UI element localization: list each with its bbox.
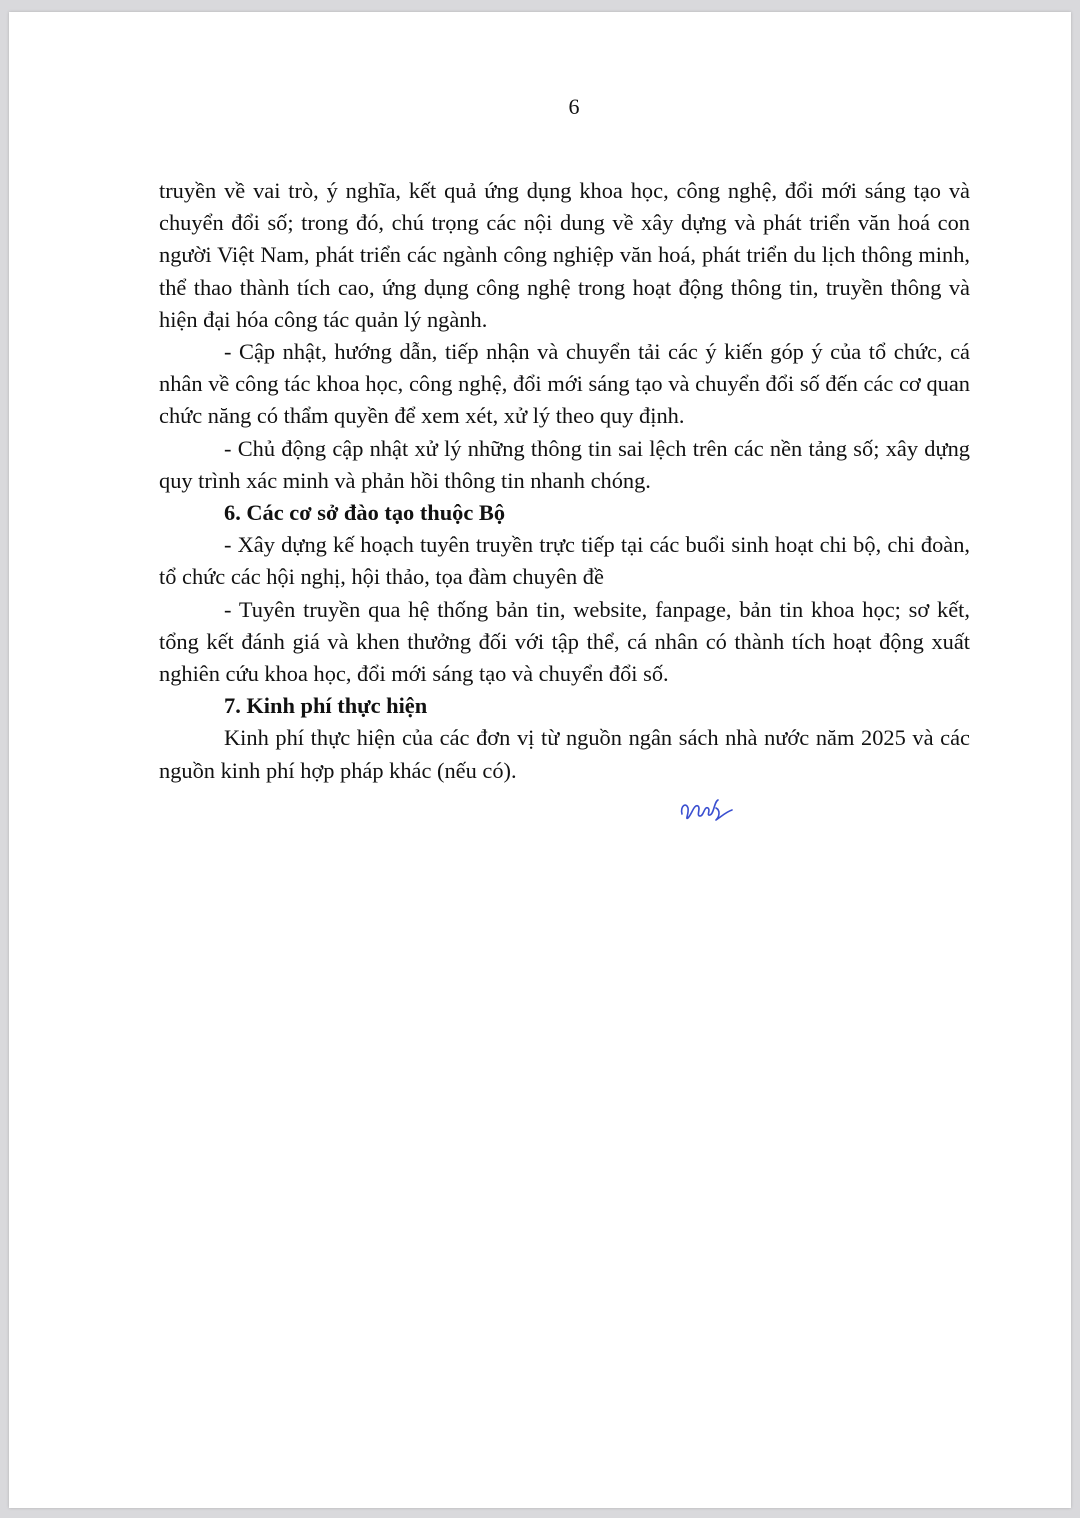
document-page [9,12,1071,1508]
section-heading-6: 6. Các cơ sở đào tạo thuộc Bộ [224,500,506,526]
initials-signature [676,794,736,830]
paragraph-update-guidance: - Cập nhật, hướng dẫn, tiếp nhận và chuyển tải các ý kiến góp ý của tổ chức, cá nhân về công tác khoa học, công nghệ, đổi mới sáng tạo và chuyển đổi số đến các cơ quan chức năng có thẩm quyền để xem xét, xử lý theo quy định. [159,339,970,429]
paragraph-direct-propaganda: - Xây dựng kế hoạch tuyên truyền trực tiếp tại các buổi sinh hoạt chi bộ, chi đoàn, tổ chức các hội nghị, hội thảo, tọa đàm chuyên đề [159,532,970,590]
paragraph-bulletin-propaganda: - Tuyên truyền qua hệ thống bản tin, website, fanpage, bản tin khoa học; sơ kết, tổng kết đánh giá và khen thưởng đối với tập thể, cá nhân có thành tích hoạt động xuất nghiên cứu khoa học, đổi mới sáng tạo và chuyển đổi số. [159,596,970,687]
paragraph-continuation: truyền về vai trò, ý nghĩa, kết quả ứng dụng khoa học, công nghệ, đổi mới sáng tạo và chuyển đổi số; trong đó, chú trọng các nội dung về xây dựng và phát triển văn hoá con người Việt Nam, phát triển các ngành công nghiệp văn hoá, phát triển du lịch thông minh, thể thao thành tích cao, ứng dụng công nghệ trong hoạt động thông tin, truyền thông và hiện đại hóa công tác quản lý ngành. [159,178,970,332]
document-body [159,175,970,787]
paragraph-funding: Kinh phí thực hiện của các đơn vị từ nguồn ngân sách nhà nước năm 2025 và các nguồn kinh phí hợp pháp khác (nếu có). [159,725,970,783]
page-number: 6 [568,94,580,119]
paragraph-misinformation: - Chủ động cập nhật xử lý những thông tin sai lệch trên các nền tảng số; xây dựng quy trình xác minh và phản hồi thông tin nhanh chóng. [159,435,970,493]
section-heading-7: 7. Kinh phí thực hiện [224,693,428,719]
